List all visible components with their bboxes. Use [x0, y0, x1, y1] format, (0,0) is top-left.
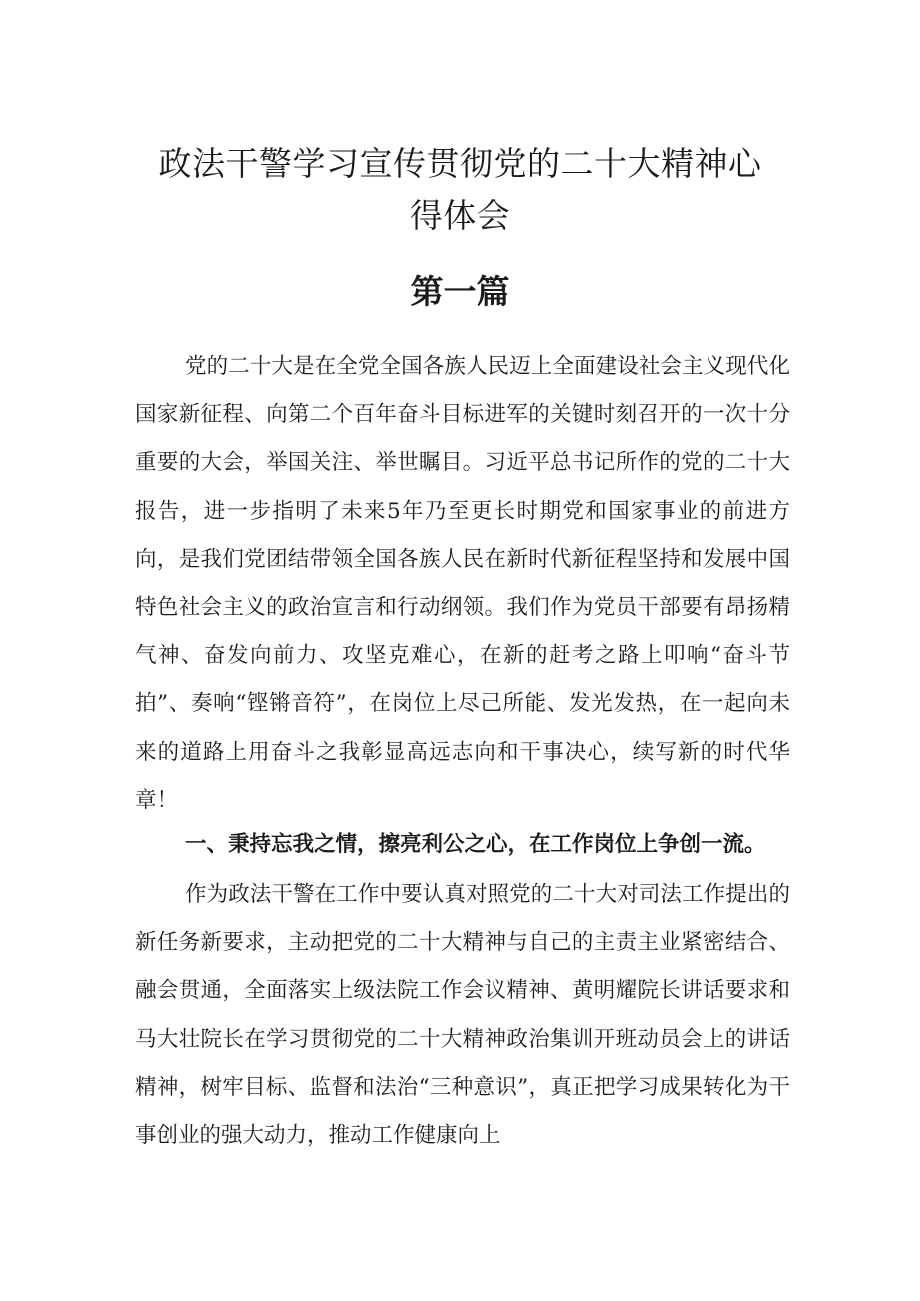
section-subtitle: 第一篇: [410, 272, 510, 311]
section-heading-1: 一、秉持忘我之情，擦亮利公之心，在工作岗位上争创一流。: [185, 832, 766, 857]
body-paragraph-2: 作为政法干警在工作中要认真对照党的二十大对司法工作提出的新任务新要求，主动把党的二十大精神与自己的主责主业紧密结合、融会贯通，全面落实上级法院工作会议精神、黄明耀院长讲话要求和马大壮院长在学习贯彻党的二十大精神政治集训开班动员会上的讲话精神，树牢目标、监督和法治“三种意识”，真正把学习成果转化为干事创业的强大动力，推动工作健康向上: [135, 882, 790, 1149]
document-title-line-1: 政法干警学习宣传贯彻党的二十大精神心: [158, 144, 762, 183]
document-title-line-2: 得体会: [409, 196, 511, 235]
body-paragraph-1: 党的二十大是在全党全国各族人民迈上全面建设社会主义现代化国家新征程、向第二个百年奋斗目标进军的关键时刻召开的一次十分重要的大会，举国关注、举世瞩目。习近平总书记所作的党的二十大报告，进一步指明了未来5年乃至更长时期党和国家事业的前进方向，是我们党团结带领全国各族人民在新时代新征程坚持和发展中国特色社会主义的政治宣言和行动纲领。我们作为党员干部要有昂扬精气神、奋发向前力、攻坚克难心，在新的赶考之路上叩响“奋斗节拍”、奏响“铿锵音符”，在岗位上尽己所能、发光发热，在一起向未来的道路上用奋斗之我彰显高远志向和干事决心，续写新的时代华章！: [135, 354, 790, 813]
